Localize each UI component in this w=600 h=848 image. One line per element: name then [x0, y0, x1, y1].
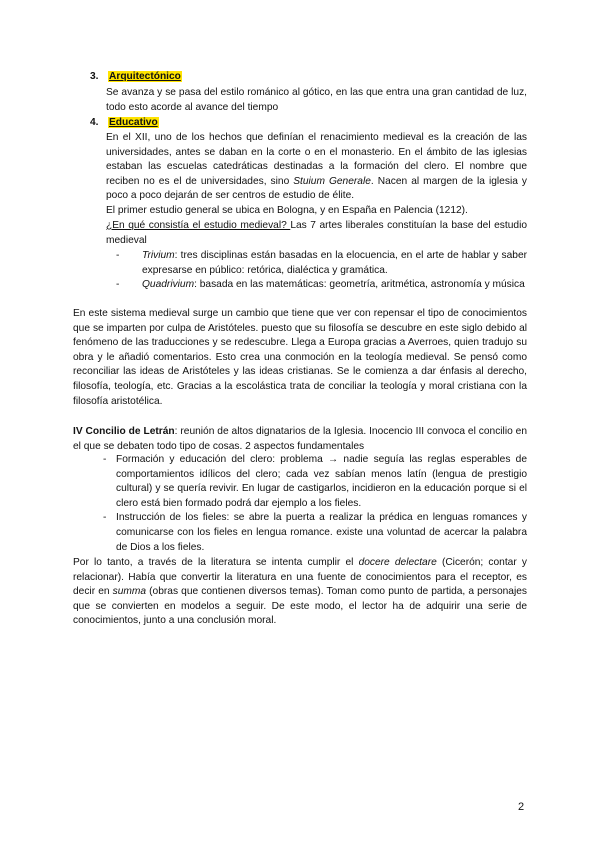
section-4-paragraph-3 — [106, 219, 527, 248]
text-run: Las 7 artes liberales constituían la base del estudio medieval — [106, 220, 527, 246]
section-3-heading — [90, 70, 527, 85]
text-run: . Nacen al margen de la iglesia y poco a poco dejarán de ser centros de estudio de élite. — [106, 175, 527, 202]
text-run: Por lo tanto, a través de la literatura se intenta cumplir el — [73, 557, 359, 568]
section-3-number: 3. — [90, 71, 99, 82]
paragraph-sistema-medieval: En este sistema medieval surge un cambio que tiene que ver con repensar el tipo de conocimientos que se imparten por culpa de Aristóteles. puesto que su filosofía se descubre en este siglo debido al fenómeno de las traducciones y se redescubre. Llega a Europa gracias a Averroes, quien tradujo su obra y le añadió comentarios. Esto crea una conmoción en la teología medieval. Se pensó como reconciliar las ideas de Aristóteles y las ideas cristianas. Se le comienza a dar énfasis al derecho, filosofía, teología, etc. Gracias a la escolástica trata de conciliar la teología y moral cristiana con la filosofía aristotélica. — [73, 308, 527, 407]
list-item — [116, 278, 527, 293]
italic-term: Trivium — [142, 250, 175, 261]
section-3-title: Arquitectónico — [109, 71, 181, 82]
section-4-title: Educativo — [109, 117, 158, 128]
list-item — [116, 249, 527, 278]
text-run: Formación y educación del clero: problema → nadie seguía las reglas esperables de comportamientos idílicos del clero; cada vez sabían menos latín (lengua de prestigio cultural) y se quería revivir. En lugar de castigarlos, incidieron en la educación porque si el clero está bien formado podrá dar ejemplo a los fieles. — [116, 454, 527, 509]
section-4-paragraph-2: El primer estudio general se ubica en Bologna, y en España en Palencia (1212). — [106, 205, 468, 216]
bullet-dash: - — [103, 454, 107, 465]
bullet-dash: - — [103, 512, 107, 524]
text-run: (obras que contienen diversos temas). Toman como punto de partida, a personajes que se convierten en modelos a seguir. De este modo, el lector ha de adquirir una serie de conocimientos, junto a una conclusión moral. — [73, 586, 527, 627]
concilio-aspects-list — [73, 453, 527, 555]
question-text: ¿En qué consistía el estudio medieval? — [106, 220, 291, 231]
italic-term: summa — [112, 586, 147, 598]
list-item — [73, 453, 527, 511]
liberal-arts-list — [116, 249, 527, 293]
text-run: : basada en las matemáticas: geometría, aritmética, astronomía y música — [194, 279, 525, 291]
paragraph-conclusion — [73, 556, 527, 629]
concilio-title: IV Concilio de Letrán — [73, 426, 175, 437]
italic-term: Stuium Generale — [293, 175, 371, 187]
text-run: : reunión de altos dignatarios de la Iglesia. Inocencio III convoca el concilio en el que se debaten todo tipo de cosas. 2 aspectos fundamentales — [73, 426, 528, 452]
italic-term: Quadrivium — [142, 279, 195, 291]
section-4-paragraph-1 — [106, 131, 527, 204]
page-number: 2 — [518, 801, 525, 813]
bullet-dash: - — [116, 250, 120, 261]
text-run: : tres disciplinas están basadas en la elocuencia, en el arte de hablar y saber expresarse en público: retórica, dialéctica y gramática. — [142, 250, 527, 276]
text-run: En el XII, uno de los hechos que definían el renacimiento medieval es la creación de las universidades, antes se daban en la corte o en el monasterio. En el ámbito de las iglesias estaban las escuelas catedráticas destinadas a la formación del clero. El nombre que reciben no es el de universidades, sino — [106, 132, 527, 187]
list-item — [73, 511, 527, 555]
italic-term: docere delectare — [358, 557, 437, 568]
section-4-number: 4. — [90, 117, 99, 128]
text-run: Instrucción de los fieles: se abre la puerta a realizar la prédica en lenguas romances y comunicarse con los fieles en lengua romance. existe una voluntad de acercar la palabra de Dios a los fieles. — [116, 512, 527, 553]
section-3-text: Se avanza y se pasa del estilo románico al gótico, en las que entra una gran cantidad de luz, todo esto acorde al avance del tiempo — [106, 87, 527, 113]
section-4-heading — [90, 116, 527, 131]
paragraph-concilio — [73, 425, 527, 454]
bullet-dash: - — [116, 279, 120, 291]
text-run: (Cicerón; contar y relacionar). Había que convertir la literatura en una fuente de conocimientos para el receptor, es decir en — [73, 557, 527, 598]
